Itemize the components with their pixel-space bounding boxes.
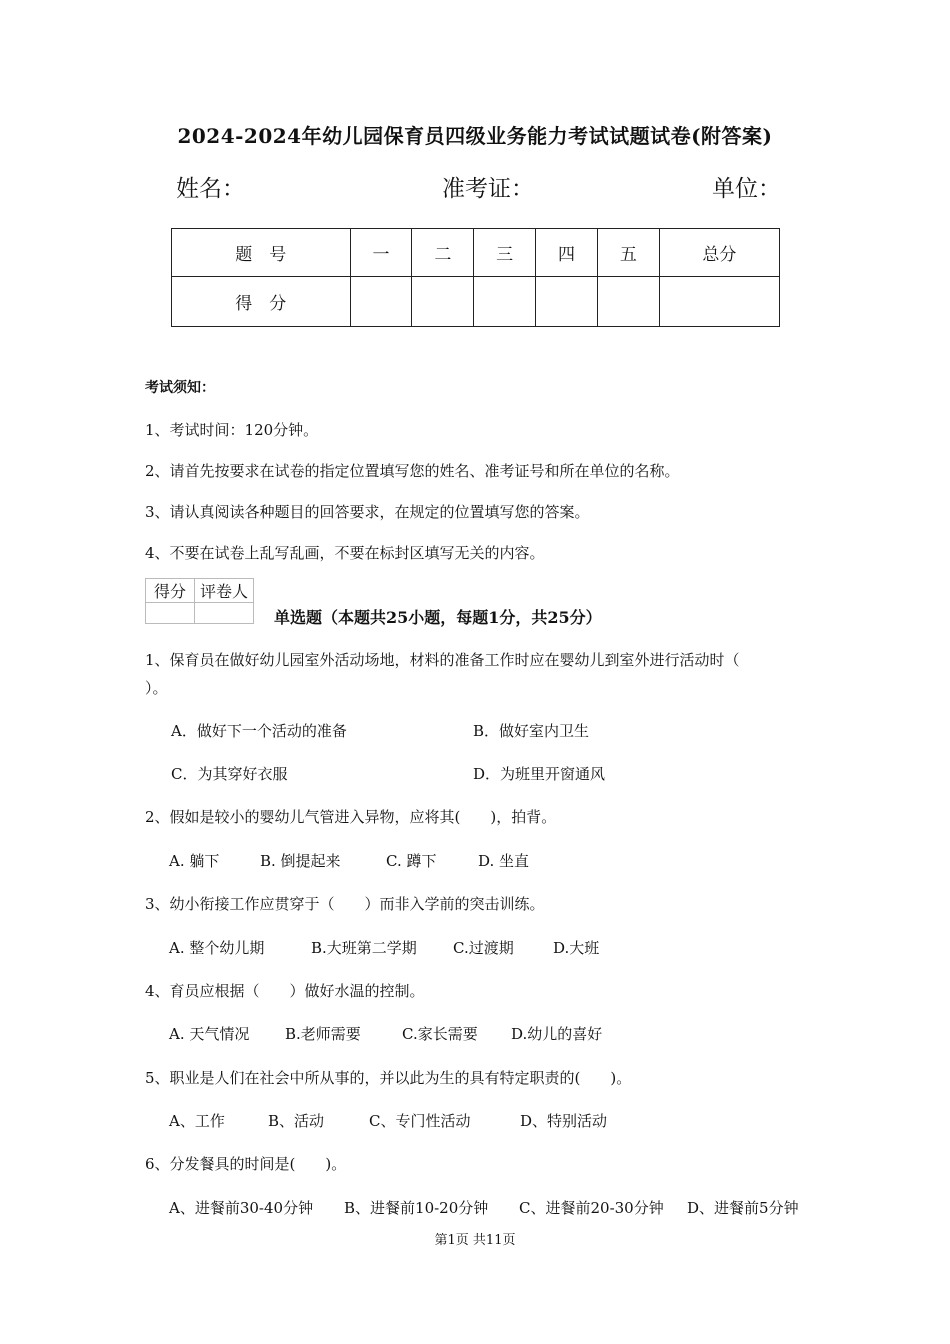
notice-item: 3、请认真阅读各种题目的回答要求，在规定的位置填写您的答案。	[145, 503, 590, 521]
answer-option[interactable]: B．做好室内卫生	[473, 722, 590, 740]
grader-score-entry[interactable]	[146, 603, 195, 624]
exam-title: 2024-2024年幼儿园保育员四级业务能力考试试题试卷(附答案)	[177, 124, 773, 148]
score-table	[171, 228, 780, 327]
answer-option[interactable]: B.大班第二学期	[311, 939, 417, 957]
answer-option[interactable]: A. 整个幼儿期	[169, 939, 265, 957]
answer-option[interactable]: A. 躺下	[169, 852, 220, 870]
answer-option[interactable]: B、活动	[268, 1112, 325, 1130]
question-stem: 4、育员应根据（ ）做好水温的控制。	[145, 982, 425, 1000]
page-footer: 第1页 共11页	[434, 1233, 516, 1248]
score-header-cell: 五	[597, 229, 659, 277]
question-stem: 5、职业是人们在社会中所从事的，并以此为生的具有特定职责的( )。	[145, 1069, 632, 1087]
score-entry-cell[interactable]	[474, 277, 536, 327]
notice-item: 1、考试时间：120分钟。	[145, 421, 319, 439]
score-table-score-row	[172, 277, 780, 327]
answer-option[interactable]: C. 蹲下	[386, 852, 437, 870]
score-entry-cell[interactable]	[536, 277, 598, 327]
answer-option[interactable]: D.大班	[553, 939, 600, 957]
ticket-label: 准考证：	[442, 176, 534, 202]
score-entry-cell[interactable]	[412, 277, 474, 327]
score-header-cell: 题 号	[172, 229, 351, 277]
question-stem: 6、分发餐具的时间是( )。	[145, 1155, 347, 1173]
grader-box	[145, 578, 254, 624]
answer-option[interactable]: C.家长需要	[402, 1025, 478, 1043]
answer-option[interactable]: A. 天气情况	[169, 1025, 250, 1043]
answer-option[interactable]: C.过渡期	[453, 939, 514, 957]
answer-option[interactable]: A、工作	[169, 1112, 225, 1130]
score-row-label: 得 分	[172, 277, 351, 327]
question-stem: 2、假如是较小的婴幼儿气管进入异物，应将其( )，拍背。	[145, 808, 557, 826]
score-header-cell: 一	[350, 229, 412, 277]
answer-option[interactable]: D．为班里开窗通风	[473, 765, 606, 783]
question-stem: 3、幼小衔接工作应贯穿于（ ）而非入学前的突击训练。	[145, 895, 545, 913]
score-header-cell: 四	[536, 229, 598, 277]
score-table-header-row	[172, 229, 780, 277]
answer-option[interactable]: D.幼儿的喜好	[511, 1025, 603, 1043]
answer-option[interactable]: B、进餐前10-20分钟	[344, 1199, 489, 1217]
score-header-cell: 总分	[659, 229, 779, 277]
answer-option[interactable]: D. 坐直	[478, 852, 530, 870]
grader-name-entry[interactable]	[195, 603, 254, 624]
answer-option[interactable]: B. 倒提起来	[260, 852, 341, 870]
answer-option[interactable]: A、进餐前30-40分钟	[169, 1199, 314, 1217]
score-entry-cell[interactable]	[659, 277, 779, 327]
notice-item: 2、请首先按要求在试卷的指定位置填写您的姓名、准考证号和所在单位的名称。	[145, 462, 680, 480]
answer-option[interactable]: D、特别活动	[520, 1112, 608, 1130]
question-stem-continued: ）。	[145, 679, 168, 697]
notice-heading: 考试须知：	[145, 380, 215, 396]
score-entry-cell[interactable]	[350, 277, 412, 327]
section-title: 单选题（本题共25小题，每题1分，共25分）	[274, 608, 602, 627]
answer-option[interactable]: B.老师需要	[285, 1025, 361, 1043]
score-header-cell: 二	[412, 229, 474, 277]
answer-option[interactable]: C、专门性活动	[369, 1112, 471, 1130]
answer-option[interactable]: C．为其穿好衣服	[171, 765, 288, 783]
answer-option[interactable]: D、进餐前5分钟	[687, 1199, 799, 1217]
unit-label: 单位：	[712, 176, 781, 202]
grader-score-label: 得分	[146, 579, 195, 603]
score-entry-cell[interactable]	[597, 277, 659, 327]
grader-name-label: 评卷人	[195, 579, 254, 603]
question-stem: 1、保育员在做好幼儿园室外活动场地，材料的准备工作时应在婴幼儿到室外进行活动时（	[145, 651, 740, 669]
answer-option[interactable]: C、进餐前20-30分钟	[519, 1199, 664, 1217]
name-label: 姓名：	[176, 176, 245, 202]
notice-item: 4、不要在试卷上乱写乱画，不要在标封区填写无关的内容。	[145, 544, 545, 562]
score-header-cell: 三	[474, 229, 536, 277]
answer-option[interactable]: A．做好下一个活动的准备	[171, 722, 347, 740]
